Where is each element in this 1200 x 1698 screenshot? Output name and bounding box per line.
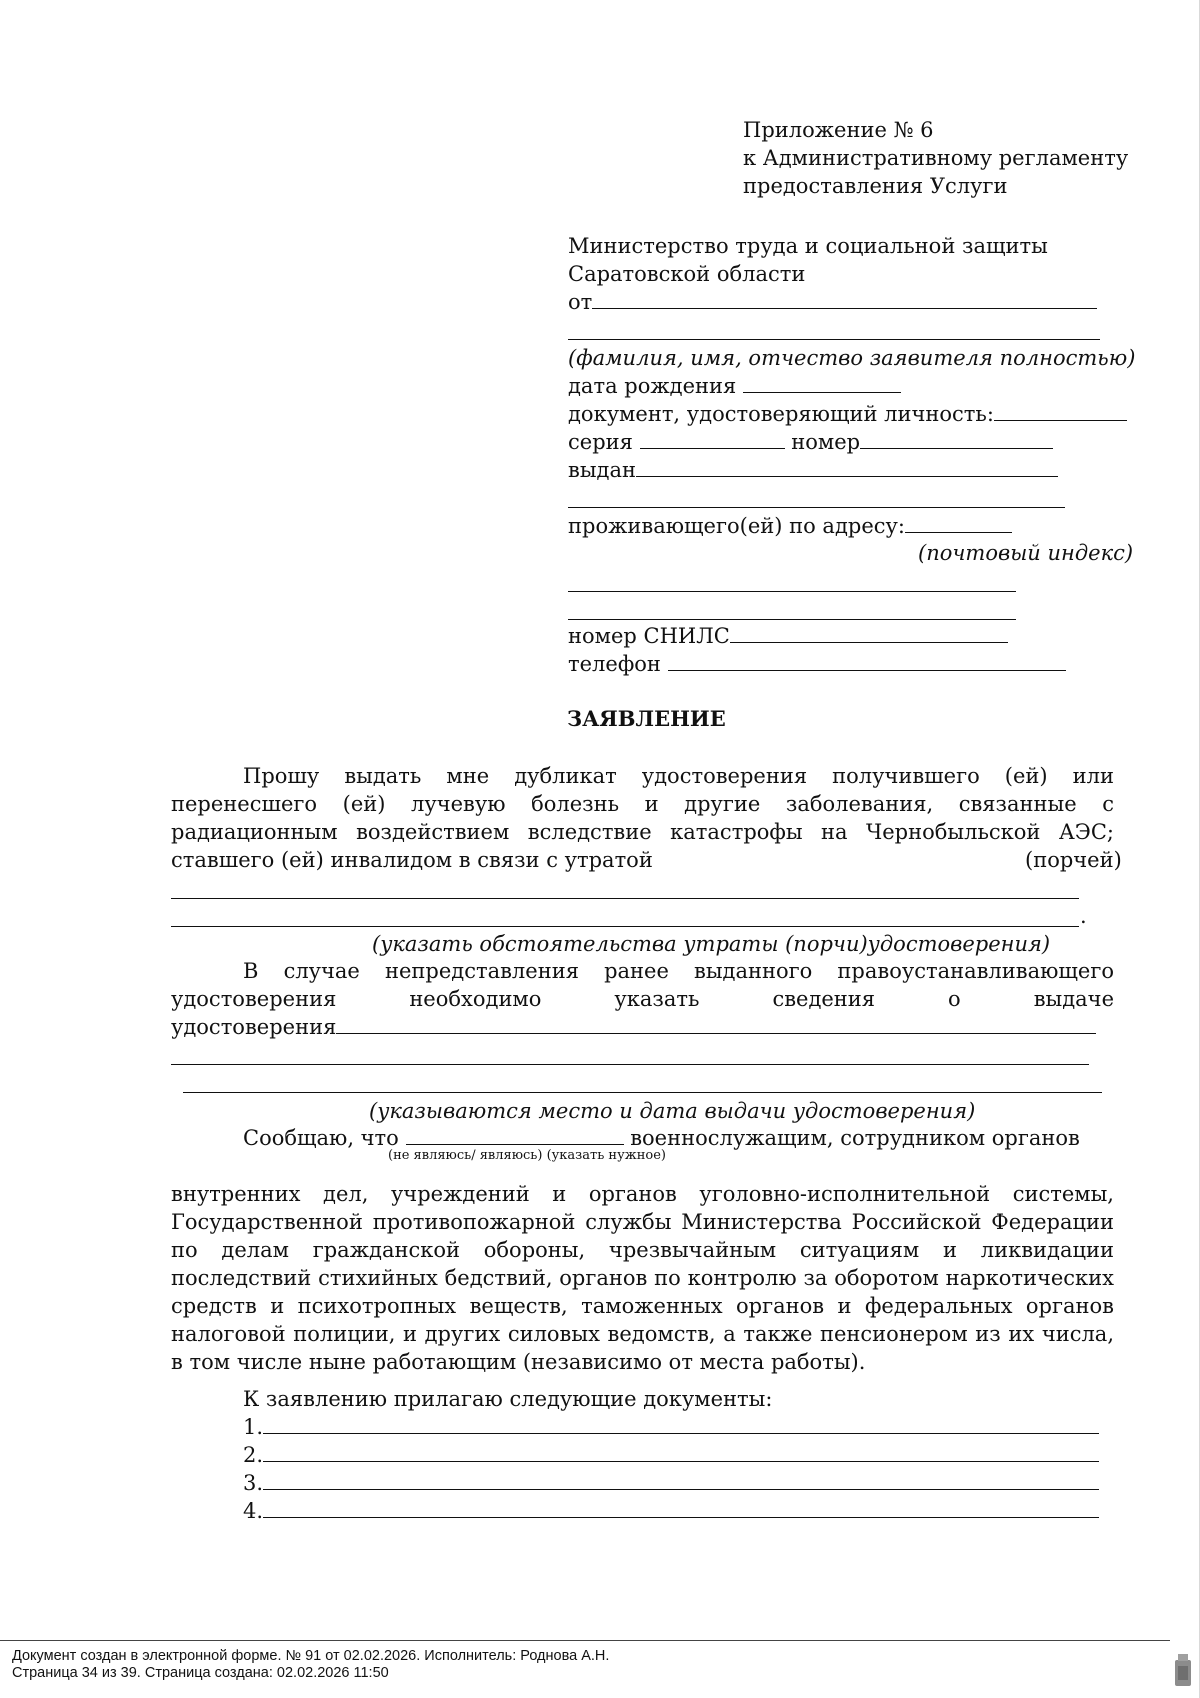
nonsubmit-tail: удостоверения — [171, 1015, 337, 1039]
attachment-row — [243, 1441, 1099, 1469]
loss-line-1[interactable] — [171, 898, 1079, 899]
coat-of-arms-icon — [1172, 1652, 1194, 1690]
from-row — [568, 288, 1097, 316]
phone-field[interactable] — [668, 650, 1066, 671]
birth-date-field[interactable] — [743, 372, 901, 393]
nonsubmit-paragraph — [171, 957, 1114, 1013]
phone-label: телефон — [568, 652, 661, 676]
number-label: номер — [791, 430, 861, 454]
certificate-line-3[interactable] — [183, 1092, 1102, 1093]
snils-field[interactable] — [730, 622, 1008, 643]
attachment-field[interactable] — [263, 1497, 1099, 1518]
electronic-footer — [0, 1640, 1200, 1698]
fio-line-2[interactable] — [568, 339, 1100, 340]
report-suffix: военнослужащим, сотрудником органов — [630, 1126, 1080, 1150]
attachment-field[interactable] — [263, 1413, 1099, 1434]
attachment-number: 1. — [243, 1415, 264, 1439]
attachment-field[interactable] — [263, 1469, 1099, 1490]
address-row — [568, 512, 1012, 540]
issued-row — [568, 456, 1058, 484]
attachment-number: 2. — [243, 1443, 264, 1467]
issued-field[interactable] — [636, 456, 1058, 477]
from-label: от — [568, 290, 593, 314]
certificate-line-2[interactable] — [171, 1064, 1089, 1065]
request-paragraph — [171, 762, 1114, 874]
attachment-row — [243, 1497, 1099, 1525]
id-document-label: документ, удостоверяющий личность: — [568, 402, 994, 426]
ministry-region: Саратовской области — [568, 262, 806, 286]
document-title: ЗАЯВЛЕНИЕ — [567, 706, 726, 731]
series-number-row — [568, 428, 1053, 456]
birth-label: дата рождения — [568, 374, 737, 398]
number-field[interactable] — [860, 428, 1053, 449]
appendix-service: предоставления Услуги — [743, 174, 1008, 198]
nonsubmit-tail-row — [171, 1013, 1096, 1041]
snils-row — [568, 622, 1008, 650]
id-document-row — [568, 400, 1127, 428]
issued-label: выдан — [568, 458, 636, 482]
fio-hint: (фамилия, имя, отчество заявителя полностью) — [568, 346, 1136, 370]
address-line-2[interactable] — [568, 619, 1016, 620]
issued-line-2[interactable] — [568, 507, 1065, 508]
footer-divider — [0, 1640, 1170, 1641]
issue-hint: (указываются место и дата выдачи удостоверения) — [369, 1099, 976, 1123]
ministry-name: Министерство труда и социальной защиты — [568, 234, 1048, 258]
status-field[interactable] — [406, 1124, 624, 1145]
request-text: Прошу выдать мне дубликат удостоверения получившего (ей) или перенесшего (ей) лучевую болезнь и другие заболевания, связанные с радиационным воздействием вследствие катастрофы на Чернобыльской АЭС; ставшего (ей) инвалидом в связи с утратой — [171, 764, 1114, 872]
from-field[interactable] — [592, 288, 1097, 309]
attachment-field[interactable] — [263, 1441, 1099, 1462]
report-continuation: внутренних дел, учреждений и органов уголовно-исполнительной системы, Государственной противопожарной службы Министерства Российской Федерации по делам гражданской обороны, чрезвычайным ситуациям и ликвидации последствий стихийных бедствий, органов по контролю за оборотом наркотических средств и психотропных веществ, таможенных органов и федеральных органов налоговой полиции, и других силовых ведомств, а также пенсионером из их числа, в том числе ныне работающим (независимо от места работы). — [171, 1182, 1114, 1374]
id-document-field[interactable] — [994, 400, 1127, 421]
status-hint: (не являюсь/ являюсь) (указать нужное) — [388, 1148, 666, 1163]
appendix-number: Приложение № 6 — [743, 118, 934, 142]
loss-hint: (указать обстоятельства утраты (порчи)удостоверения) — [372, 932, 1051, 956]
address-line-1[interactable] — [568, 591, 1016, 592]
attachment-row — [243, 1413, 1099, 1441]
footer-page-info: Страница 34 из 39. Страница создана: 02.02.2026 11:50 — [12, 1665, 389, 1681]
loss-line-2[interactable] — [171, 926, 1079, 927]
nonsubmit-text: В случае непредставления ранее выданного правоустанавливающего удостоверения необходимо указать сведения о выдаче — [171, 959, 1114, 1011]
address-index-field[interactable] — [905, 512, 1012, 533]
snils-label: номер СНИЛС — [568, 624, 730, 648]
report-prefix: Сообщаю, что — [243, 1126, 399, 1150]
request-tail: (порчей) — [1025, 848, 1122, 872]
series-field[interactable] — [640, 428, 785, 449]
postal-index-hint: (почтовый индекс) — [918, 541, 1134, 565]
footer-document-info: Документ создан в электронной форме. № 91 от 02.02.2026. Исполнитель: Роднова А.Н. — [12, 1648, 610, 1664]
attachment-row — [243, 1469, 1099, 1497]
birth-row — [568, 372, 901, 400]
loss-period: . — [1080, 904, 1087, 928]
attachment-number: 4. — [243, 1499, 264, 1523]
address-label: проживающего(ей) по адресу: — [568, 514, 905, 538]
attachments-label: К заявлению прилагаю следующие документы: — [243, 1387, 773, 1411]
certificate-details-field[interactable] — [336, 1013, 1096, 1034]
series-label: серия — [568, 430, 633, 454]
attachment-number: 3. — [243, 1471, 264, 1495]
phone-row — [568, 650, 1066, 678]
appendix-regulation: к Административному регламенту — [743, 146, 1129, 170]
